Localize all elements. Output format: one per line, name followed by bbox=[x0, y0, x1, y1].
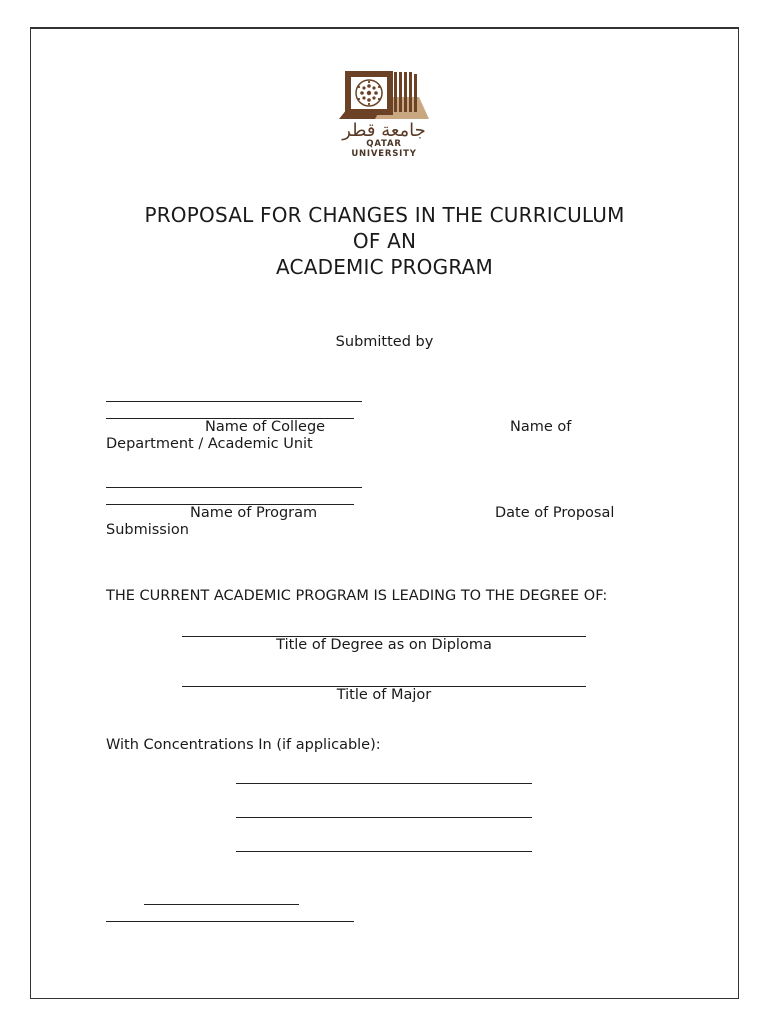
program-name-label: Name of Program bbox=[190, 505, 318, 521]
degree-section-heading: THE CURRENT ACADEMIC PROGRAM IS LEADING TO THE DEGREE OF: bbox=[106, 588, 608, 604]
major-title-label: Title of Major bbox=[336, 687, 432, 703]
submitted-by-label: Submitted by bbox=[335, 334, 434, 350]
college-name-label: Name of College bbox=[205, 419, 326, 435]
document-page bbox=[30, 27, 739, 999]
document-title-line-2: OF AN bbox=[352, 229, 417, 253]
college-name-line[interactable] bbox=[106, 401, 362, 402]
program-name-line[interactable] bbox=[106, 487, 362, 488]
concentration-line-1[interactable] bbox=[236, 783, 532, 784]
degree-title-label: Title of Degree as on Diploma bbox=[276, 637, 492, 653]
proposal-date-label-start: Date of Proposal bbox=[495, 505, 615, 521]
signature-long-line[interactable] bbox=[106, 921, 354, 922]
proposal-date-label-end: Submission bbox=[106, 522, 189, 538]
concentration-line-3[interactable] bbox=[236, 851, 532, 852]
logo-english-name: QATAR UNIVERSITY bbox=[351, 139, 417, 159]
department-label-start: Name of bbox=[510, 419, 572, 435]
department-label-end: Department / Academic Unit bbox=[106, 436, 313, 452]
document-title-line-3: ACADEMIC PROGRAM bbox=[276, 255, 493, 279]
document-title-line-1: PROPOSAL FOR CHANGES IN THE CURRICULUM bbox=[144, 203, 625, 227]
university-logo bbox=[337, 67, 431, 159]
concentrations-label: With Concentrations In (if applicable): bbox=[106, 737, 381, 753]
concentration-line-2[interactable] bbox=[236, 817, 532, 818]
university-building-icon bbox=[337, 67, 431, 123]
signature-short-line[interactable] bbox=[144, 904, 299, 905]
logo-arabic-name: جامعة قطر bbox=[342, 120, 426, 141]
